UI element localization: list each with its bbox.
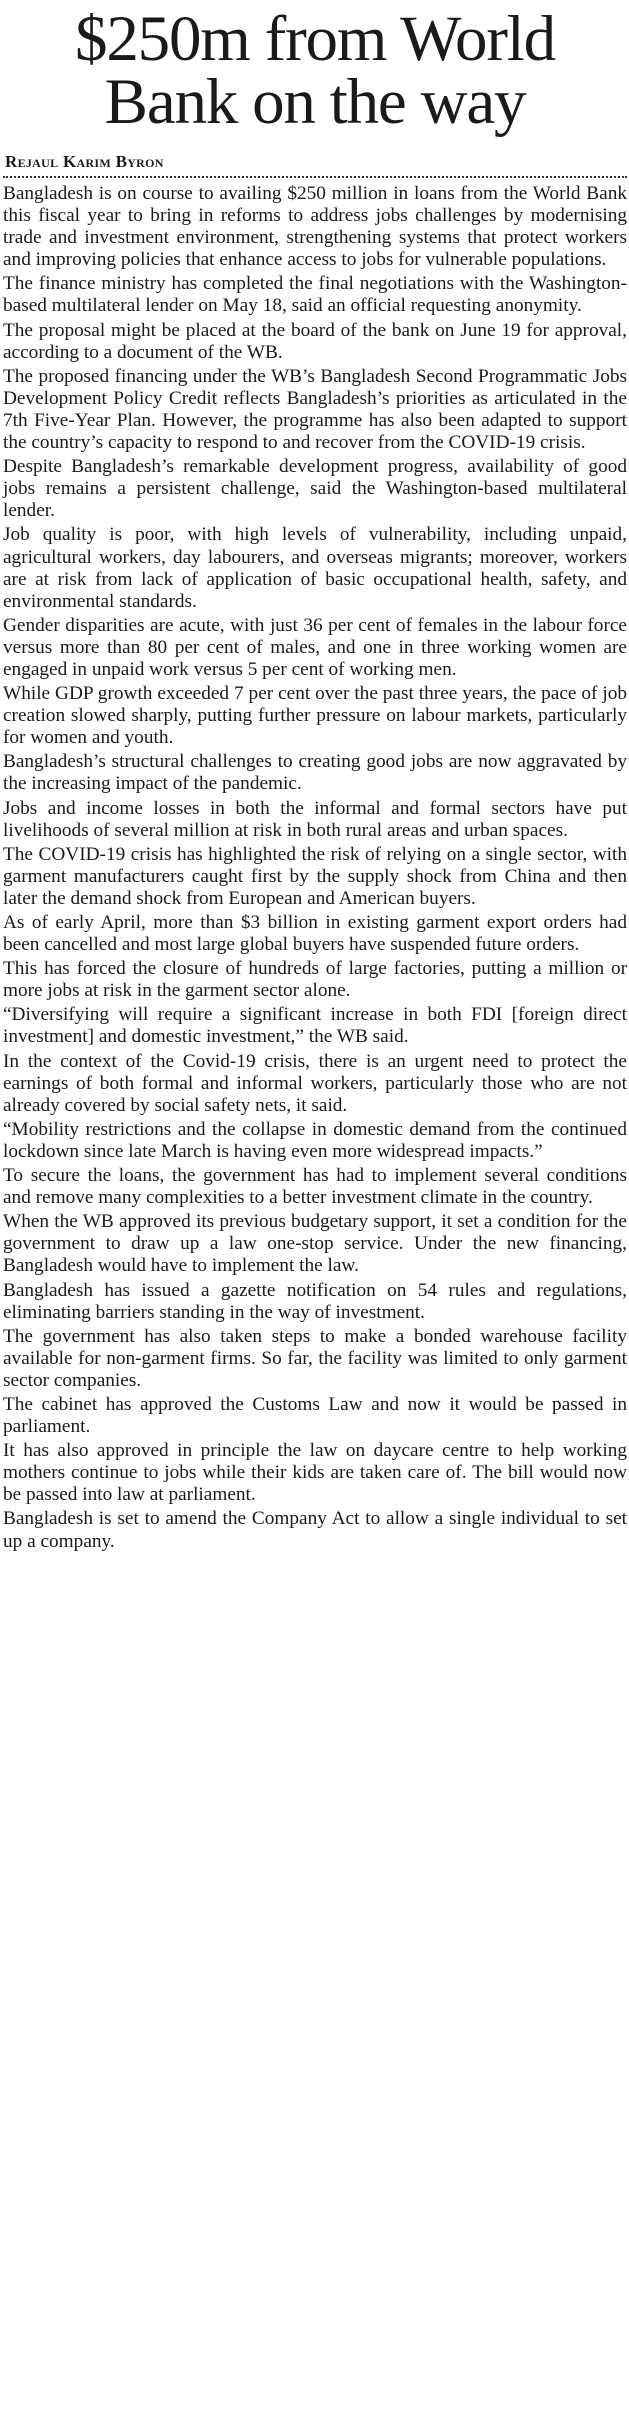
dotted-divider — [3, 176, 627, 178]
paragraph: “Diversifying will require a significant increase in both FDI [foreign direct investment] and domestic investment,” the WB said. — [3, 1004, 627, 1048]
paragraph: When the WB approved its previous budgetary support, it set a condition for the government to draw up a law one-stop service. Under the new financing, Bangladesh would have to implement the law. — [3, 1211, 627, 1277]
paragraph: This has forced the closure of hundreds of large factories, putting a million or more jobs at risk in the garment sector alone. — [3, 958, 627, 1002]
paragraph: Despite Bangladesh’s remarkable development progress, availability of good jobs remains a persistent challenge, said the Washington-based multilateral lender. — [3, 456, 627, 522]
article-body — [3, 183, 627, 1553]
paragraph: The cabinet has approved the Customs Law and now it would be passed in parliament. — [3, 1393, 627, 1438]
paragraph: The proposed financing under the WB’s Bangladesh Second Programmatic Jobs Development Policy Credit reflects Bangladesh’s priorities as articulated in the 7th Five-Year Plan. However, the programme has also been adapted to support the country’s capacity to respond to and recover from the COVID-19 crisis. — [3, 365, 627, 454]
paragraph: “Mobility restrictions and the collapse in domestic demand from the continued lockdown since late March is having even more widespread impacts.” — [3, 1118, 627, 1162]
headline-line-1: $250m from World — [75, 3, 555, 75]
paragraph: The proposal might be placed at the board of the bank on June 19 for approval, according to a document of the WB. — [3, 319, 627, 363]
paragraph: While GDP growth exceeded 7 per cent over the past three years, the pace of job creation slowed sharply, putting further pressure on labour markets, particularly for women and youth. — [3, 683, 627, 749]
paragraph: As of early April, more than $3 billion in existing garment export orders had been cancelled and most large global buyers have suspended future orders. — [3, 912, 627, 956]
headline — [3, 3, 627, 138]
headline-line-2: Bank on the way — [104, 66, 526, 138]
paragraph: Bangladesh is on course to availing $250 million in loans from the World Bank this fiscal year to bring in reforms to address jobs challenges by modernising trade and investment environment, strengthening systems that protect workers and improving policies that enhance access to jobs for vulnerable populations. — [3, 183, 627, 271]
paragraph: In the context of the Covid-19 crisis, there is an urgent need to protect the earnings of both formal and informal workers, particularly those who are not already covered by social safety nets, it said. — [3, 1050, 627, 1116]
paragraph: Jobs and income losses in both the informal and formal sectors have put livelihoods of several million at risk in both rural areas and urban spaces. — [3, 797, 627, 841]
paragraph: It has also approved in principle the law on daycare centre to help working mothers continue to jobs while their kids are taken care of. The bill would now be passed into law at parliament. — [3, 1440, 627, 1506]
byline: Rejaul Karim Byron — [5, 152, 164, 171]
paragraph: To secure the loans, the government has had to implement several conditions and remove many complexities to a better investment climate in the country. — [3, 1165, 627, 1209]
paragraph: The COVID-19 crisis has highlighted the risk of relying on a single sector, with garment manufacturers caught first by the supply shock from China and then later the demand shock from European and American buyers. — [3, 843, 627, 909]
paragraph: Gender disparities are acute, with just 36 per cent of females in the labour force versus more than 80 per cent of males, and one in three working women are engaged in unpaid work versus 5 per cent of working men. — [3, 614, 627, 680]
paragraph: The government has also taken steps to make a bonded warehouse facility available for non-garment firms. So far, the facility was limited to only garment sector companies. — [3, 1325, 627, 1391]
paragraph: Bangladesh has issued a gazette notification on 54 rules and regulations, eliminating barriers standing in the way of investment. — [3, 1279, 627, 1323]
paragraph: Job quality is poor, with high levels of vulnerability, including unpaid, agricultural workers, day labourers, and overseas migrants; moreover, workers are at risk from lack of application of basic occupational health, safety, and environmental standards. — [3, 524, 627, 612]
paragraph: The finance ministry has completed the final negotiations with the Washington-based multilateral lender on May 18, said an official requesting anonymity. — [3, 273, 627, 317]
paragraph: Bangladesh is set to amend the Company Act to allow a single individual to set up a company. — [3, 1508, 627, 1552]
paragraph: Bangladesh’s structural challenges to creating good jobs are now aggravated by the increasing impact of the pandemic. — [3, 751, 627, 795]
